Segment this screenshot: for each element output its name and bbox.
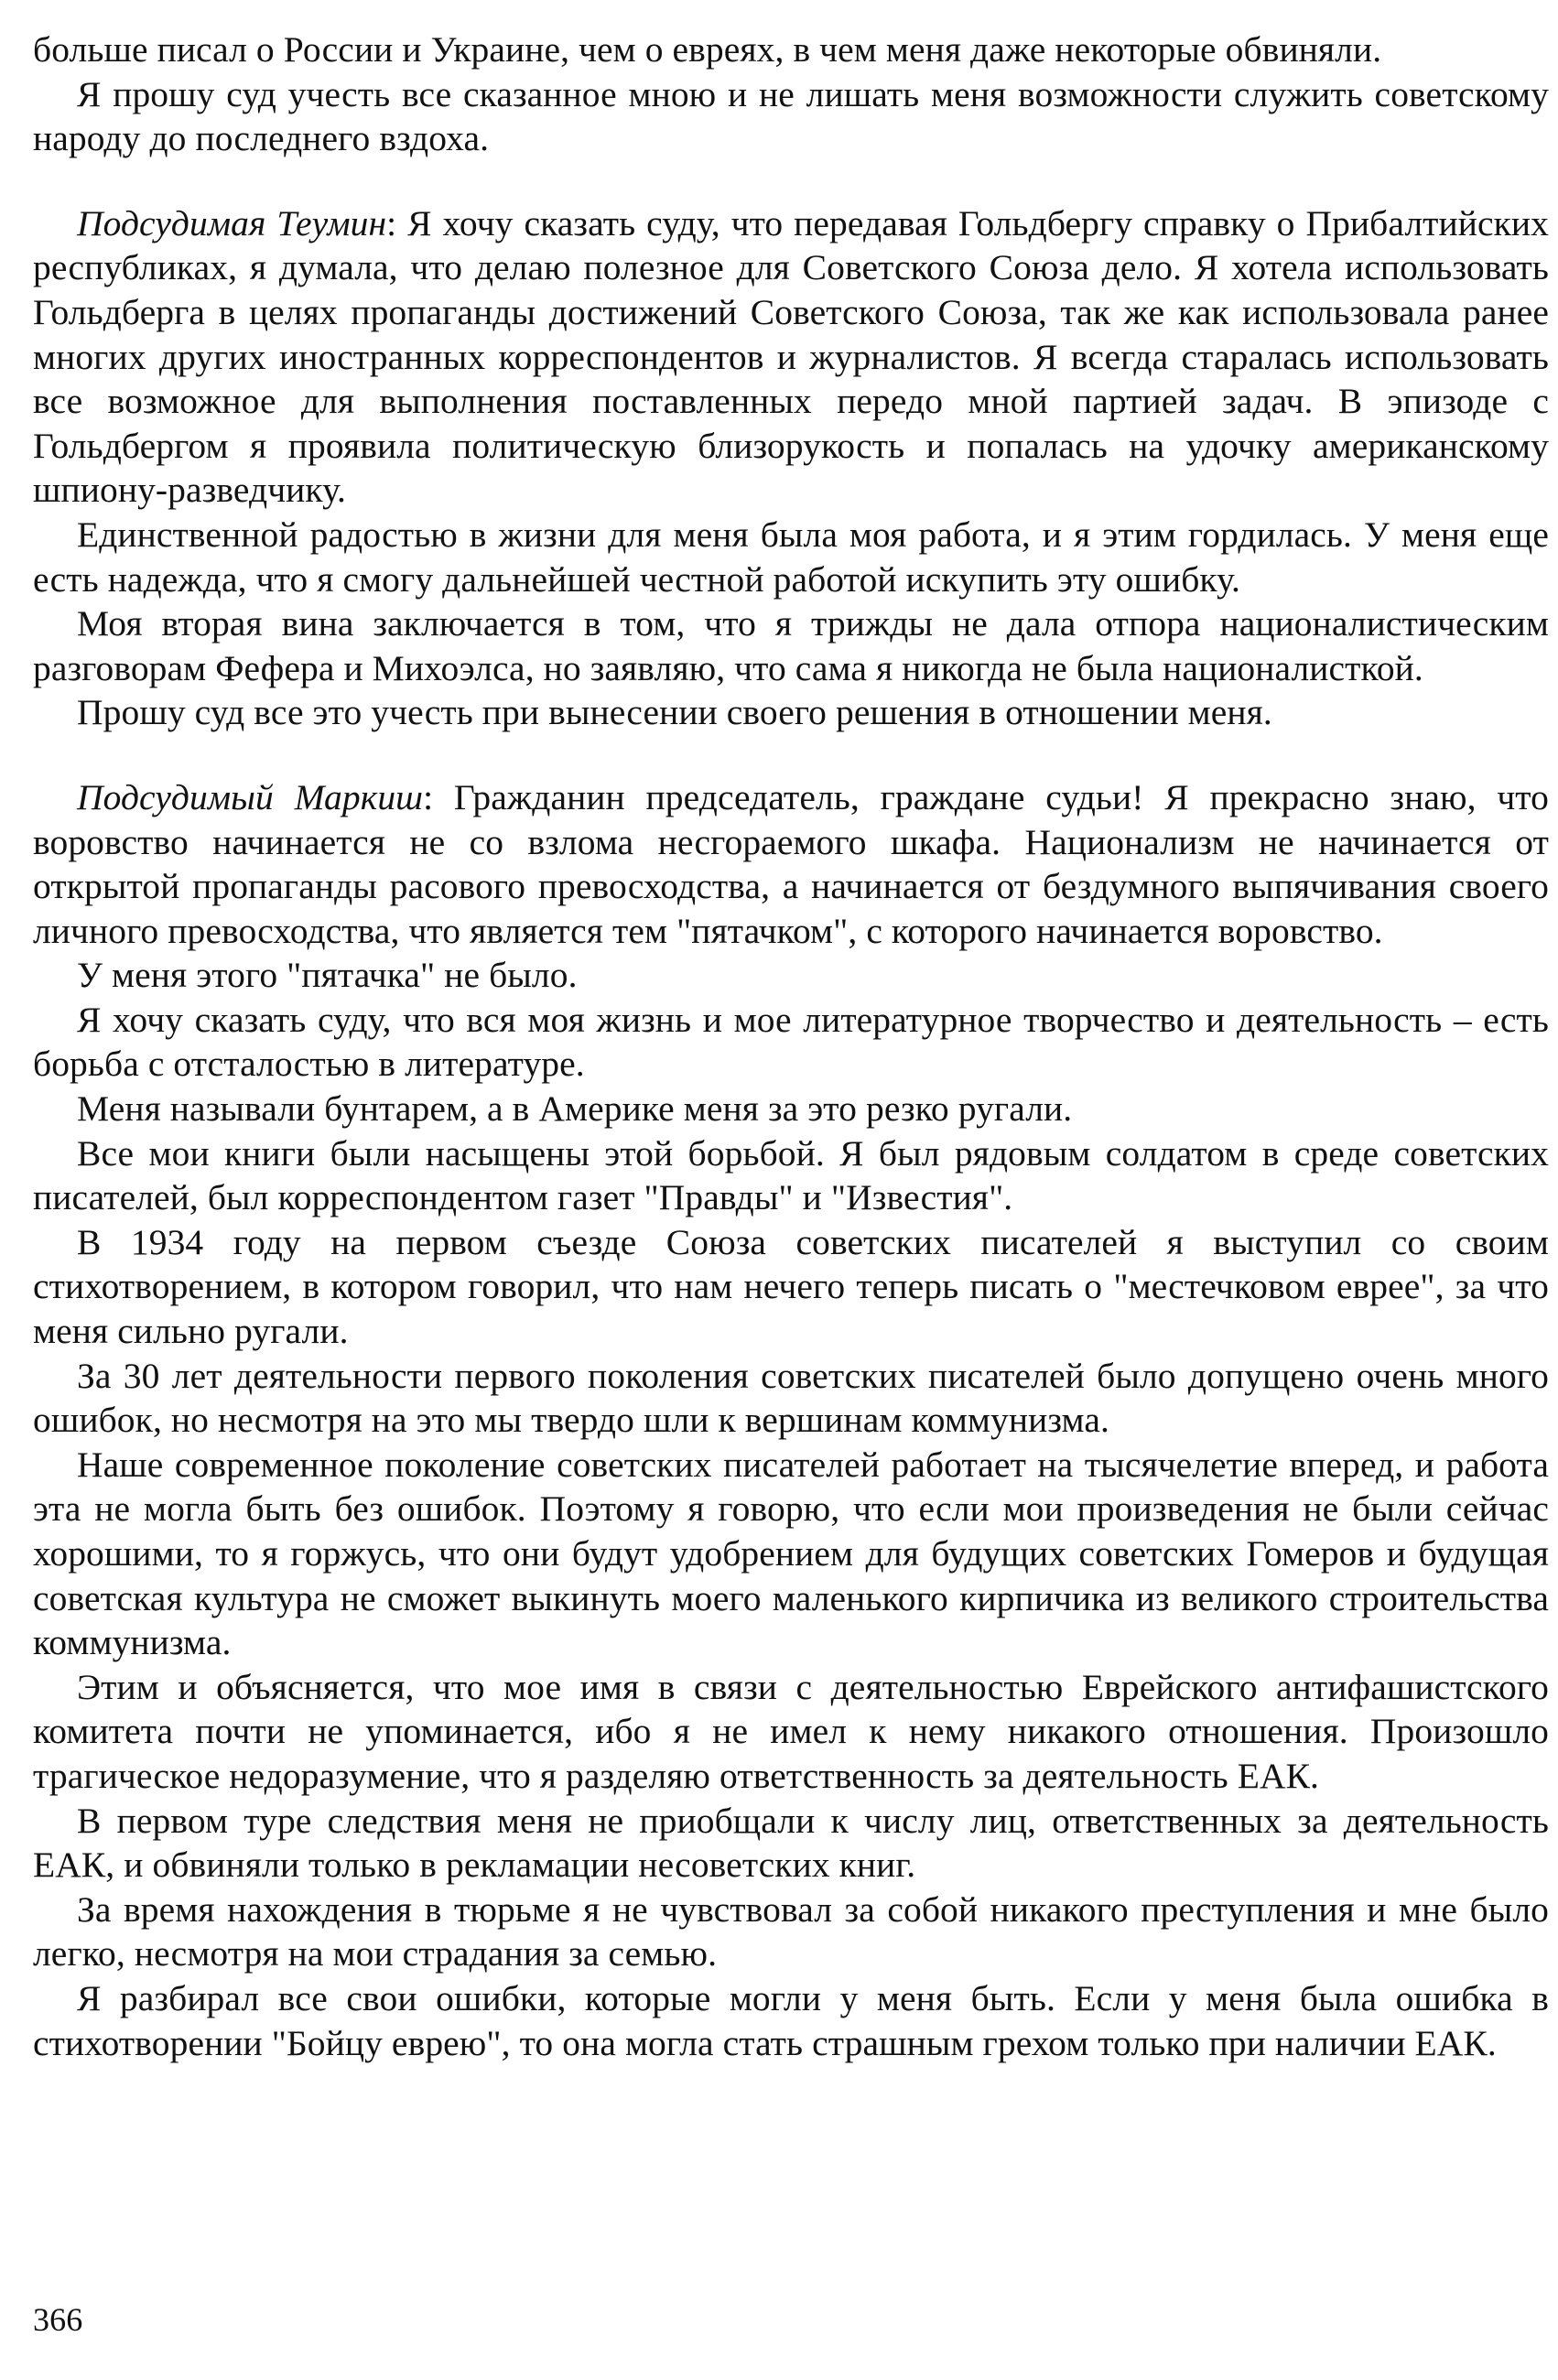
paragraph: За время нахождения в тюрьме я не чувствовал за собой никакого преступления и мне было легко, несмотря на мои страдания за семью. xyxy=(33,1888,1549,1974)
paragraph: Я прошу суд учесть все сказанное мною и не лишать меня возможности служить советскому народу до последнего вздоха. xyxy=(33,73,1549,159)
paragraph: Единственной радостью в жизни для меня была моя работа, и я этим гордилась. У меня еще есть надежда, что я смогу дальнейшей честной работой искупить эту ошибку. xyxy=(33,514,1549,600)
paragraph: Все мои книги были насыщены этой борьбой. Я был рядовым солдатом в среде советских писателей, был корреспондентом газет "Правды" и "Известия". xyxy=(33,1132,1549,1218)
paragraph: Моя вторая вина заключается в том, что я трижды не дала отпора националистическим разговорам Фефера и Михоэлса, но заявляю, что сама я никогда не была националисткой. xyxy=(33,603,1549,688)
testimony-text: : Гражданин председатель, граждане судьи! Я прекрасно знаю, что воровство начинается не со взлома несгораемого шкафа. Национализм не начинается от открытой пропаганды расового превосходства, а начинается от бездумного выпячивания своего личного превосходства, что является тем "пятачком", с которого начинается воровство. xyxy=(33,776,1549,951)
paragraph: Наше современное поколение советских писателей работает на тысячелетие вперед, и работа эта не могла быть без ошибок. Поэтому я говорю, что если мои произведения не были сейчас хорошими, то я горжусь, что они будут удобрением для будущих советских Гомеров и будущая советская культура не сможет выкинуть моего маленького кирпичика из великого строительства коммунизма. xyxy=(33,1444,1549,1663)
paragraph: Я хочу сказать суду, что вся моя жизнь и мое литературное творчество и деятельность – есть борьба с отсталостью в литературе. xyxy=(33,999,1549,1085)
page-number: 366 xyxy=(33,2301,83,2338)
paragraph-continuation: больше писал о России и Украине, чем о евреях, в чем меня даже некоторые обвиняли. xyxy=(33,29,1382,70)
paragraph: Меня называли бунтарем, а в Америке меня за это резко ругали. xyxy=(77,1088,1073,1130)
paragraph: В первом туре следствия меня не приобщали к числу лиц, ответственных за деятельность ЕАК, и обвиняли только в рекламации несоветских книг. xyxy=(33,1800,1549,1886)
document-page xyxy=(33,27,1549,2353)
speaker-name: Подсудимая Теумин xyxy=(77,202,387,243)
paragraph: Прошу суд все это учесть при вынесении своего решения в отношении меня. xyxy=(77,692,1272,733)
testimony-text: : Я хочу сказать суду, что передавая Гольдбергу справку о Прибалтийских республиках, я думала, что делаю полезное для Советского Союза дело. Я хотела использовать Гольдберга в целях пропаганды достижений Советского Союза, так же как использовала ранее многих других иностранных корреспондентов и журналистов. Я всегда старалась использовать все возможное для выполнения поставленных передо мной партией задач. В эпизоде с Гольдбергом я проявила политическую близорукость и попалась на удочку американскому шпиону-разведчику. xyxy=(33,202,1549,511)
speaker-name: Подсудимый Маркиш xyxy=(77,776,424,817)
paragraph: Этим и объясняется, что мое имя в связи с деятельностью Еврейского антифашистского комитета почти не упоминается, ибо я не имел к нему никакого отношения. Произошло трагическое недоразумение, что я разделяю ответственность за деятельность ЕАК. xyxy=(33,1666,1549,1796)
testimony-markish xyxy=(33,775,1549,953)
paragraph: У меня этого "пятачка" не было. xyxy=(77,955,578,996)
paragraph: За 30 лет деятельности первого поколения советских писателей было допущено очень много ошибок, но несмотря на это мы твердо шли к вершинам коммунизма. xyxy=(33,1355,1549,1441)
paragraph: Я разбирал все свои ошибки, которые могли у меня быть. Если у меня была ошибка в стихотворении "Бойцу еврею", то она могла стать страшным грехом только при наличии ЕАК. xyxy=(33,1977,1549,2063)
testimony-teumin xyxy=(33,201,1549,513)
paragraph: В 1934 году на первом съезде Союза советских писателей я выступил со своим стихотворением, в котором говорил, что нам нечего теперь писать о "местечковом еврее", за что меня сильно ругали. xyxy=(33,1221,1549,1352)
